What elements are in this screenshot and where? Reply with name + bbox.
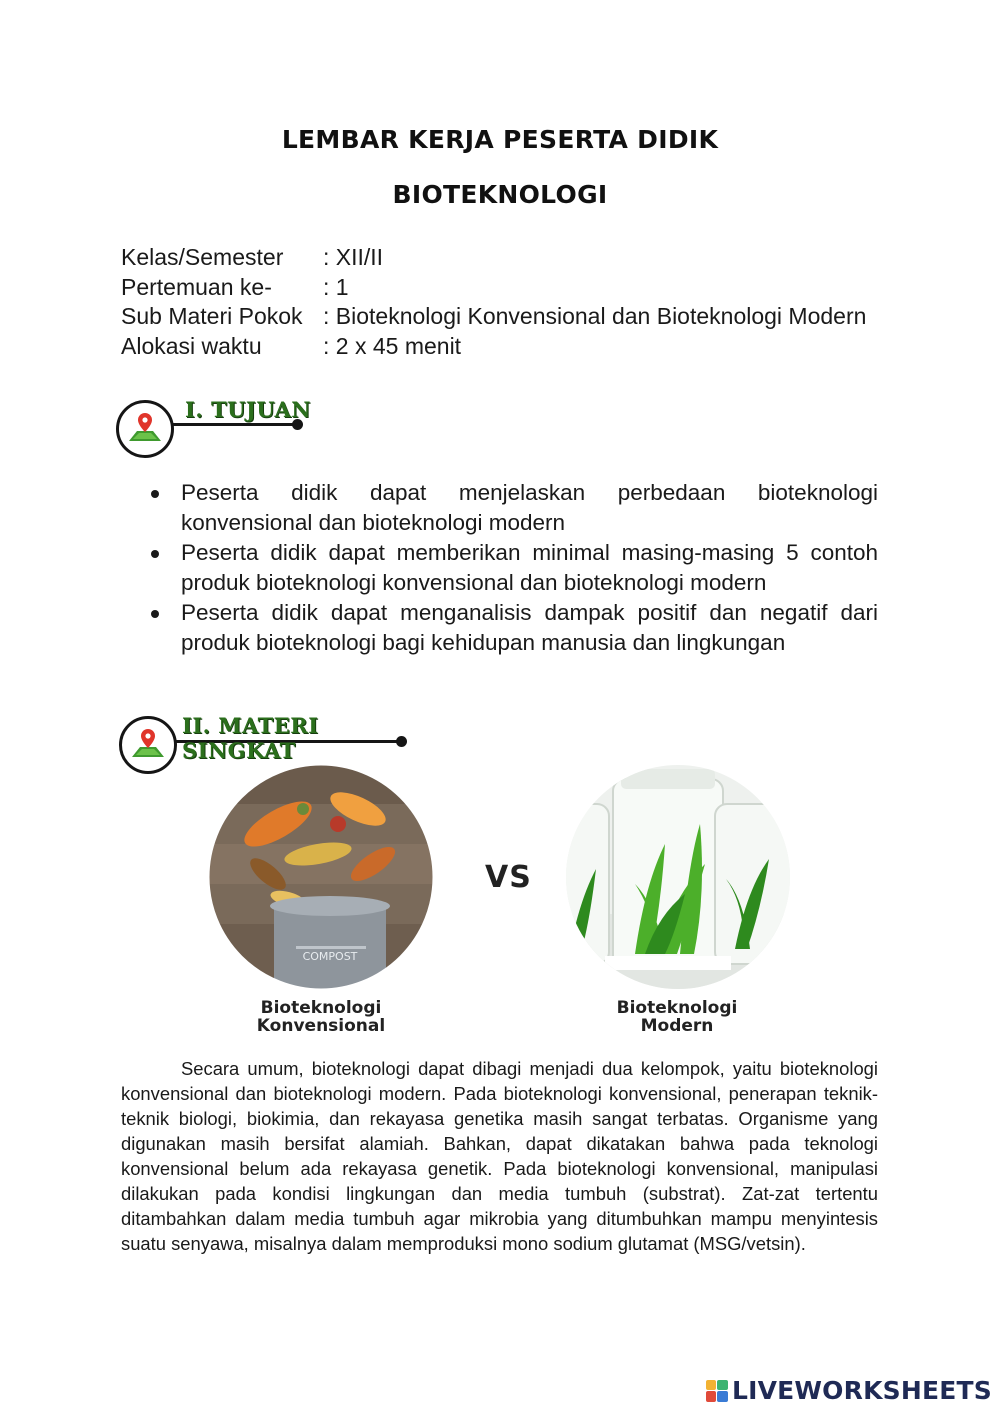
list-item: Peserta didik dapat menganalisis dampak positif dan negatif dari produk bioteknologi bagi kehidupan manusia dan lingkungan: [148, 598, 878, 658]
caption-line: Modern: [640, 1016, 714, 1036]
vs-label: VS: [485, 860, 532, 895]
info-label: Kelas/Semester: [121, 244, 284, 270]
caption-line: Bioteknologi: [260, 998, 382, 1018]
info-label: Sub Materi Pokok: [121, 303, 303, 329]
section-underline: [171, 423, 296, 426]
tissue-culture-image: [565, 764, 791, 990]
caption-modern: [577, 999, 777, 1035]
caption-line: Konvensional: [256, 1016, 386, 1036]
caption-conventional: [221, 999, 421, 1035]
info-table: [121, 243, 866, 361]
info-label: Pertemuan ke-: [121, 273, 272, 300]
compost-image: [208, 764, 434, 990]
goals-list: [148, 478, 878, 658]
info-row-meeting: [121, 273, 866, 303]
map-pin-icon: [119, 403, 171, 455]
liveworksheets-logo: [706, 1376, 992, 1405]
materi-paragraph: Secara umum, bioteknologi dapat dibagi menjadi dua kelompok, yaitu bioteknologi konvensional dan bioteknologi modern. Pada bioteknologi konvensional, penerapan teknik-teknik biologi, biokimia, dan rekayasa genetika masih sangat terbatas. Organisme yang digunakan masih bersifat alamiah. Bahkan, dapat dikatakan bahwa pada teknologi konvensional belum ada rekayasa genetik. Pada bioteknologi konvensional, manipulasi dilakukan pada kondisi lingkungan dan media tumbuh (substrat). Zat-zat tertentu ditambahkan dalam media tumbuh agar mikrobia yang ditumbuhkan mampu menyintesis suatu senyawa, misalnya dalam memproduksi mono sodium glutamat (MSG/vetsin).: [121, 1058, 878, 1254]
worksheet-title: LEMBAR KERJA PESERTA DIDIK: [281, 125, 719, 154]
section-tujuan-header: [116, 397, 316, 460]
brand-name: LIVEWORKSHEETS: [731, 1376, 992, 1405]
section-title: II. MATERI SINGKAT: [182, 713, 319, 763]
info-row-sub-topic: [121, 302, 866, 332]
section-badge: [116, 400, 174, 458]
map-pin-icon: [122, 719, 174, 771]
caption-line: Bioteknologi: [616, 998, 738, 1018]
info-label: Alokasi waktu: [121, 332, 262, 359]
info-row-time: [121, 332, 866, 362]
list-item: Peserta didik dapat memberikan minimal masing-masing 5 contoh produk bioteknologi konvensional dan bioteknologi modern: [148, 538, 878, 598]
bucket-label: COMPOST: [302, 950, 358, 963]
section-badge: [119, 716, 177, 774]
list-item: Peserta didik dapat menjelaskan perbedaan bioteknologi konvensional dan bioteknologi modern: [148, 478, 878, 538]
section-title: I. TUJUAN: [185, 397, 311, 422]
info-row-class: [121, 243, 866, 273]
info-value: : XII/II: [323, 244, 384, 270]
info-value: : 1: [323, 273, 349, 300]
info-value: : Bioteknologi Konvensional dan Bioteknologi Modern: [323, 303, 867, 329]
worksheet-subject: BIOTEKNOLOGI: [392, 180, 608, 209]
info-value: : 2 x 45 menit: [323, 332, 462, 359]
logo-grid-icon: [706, 1380, 728, 1402]
